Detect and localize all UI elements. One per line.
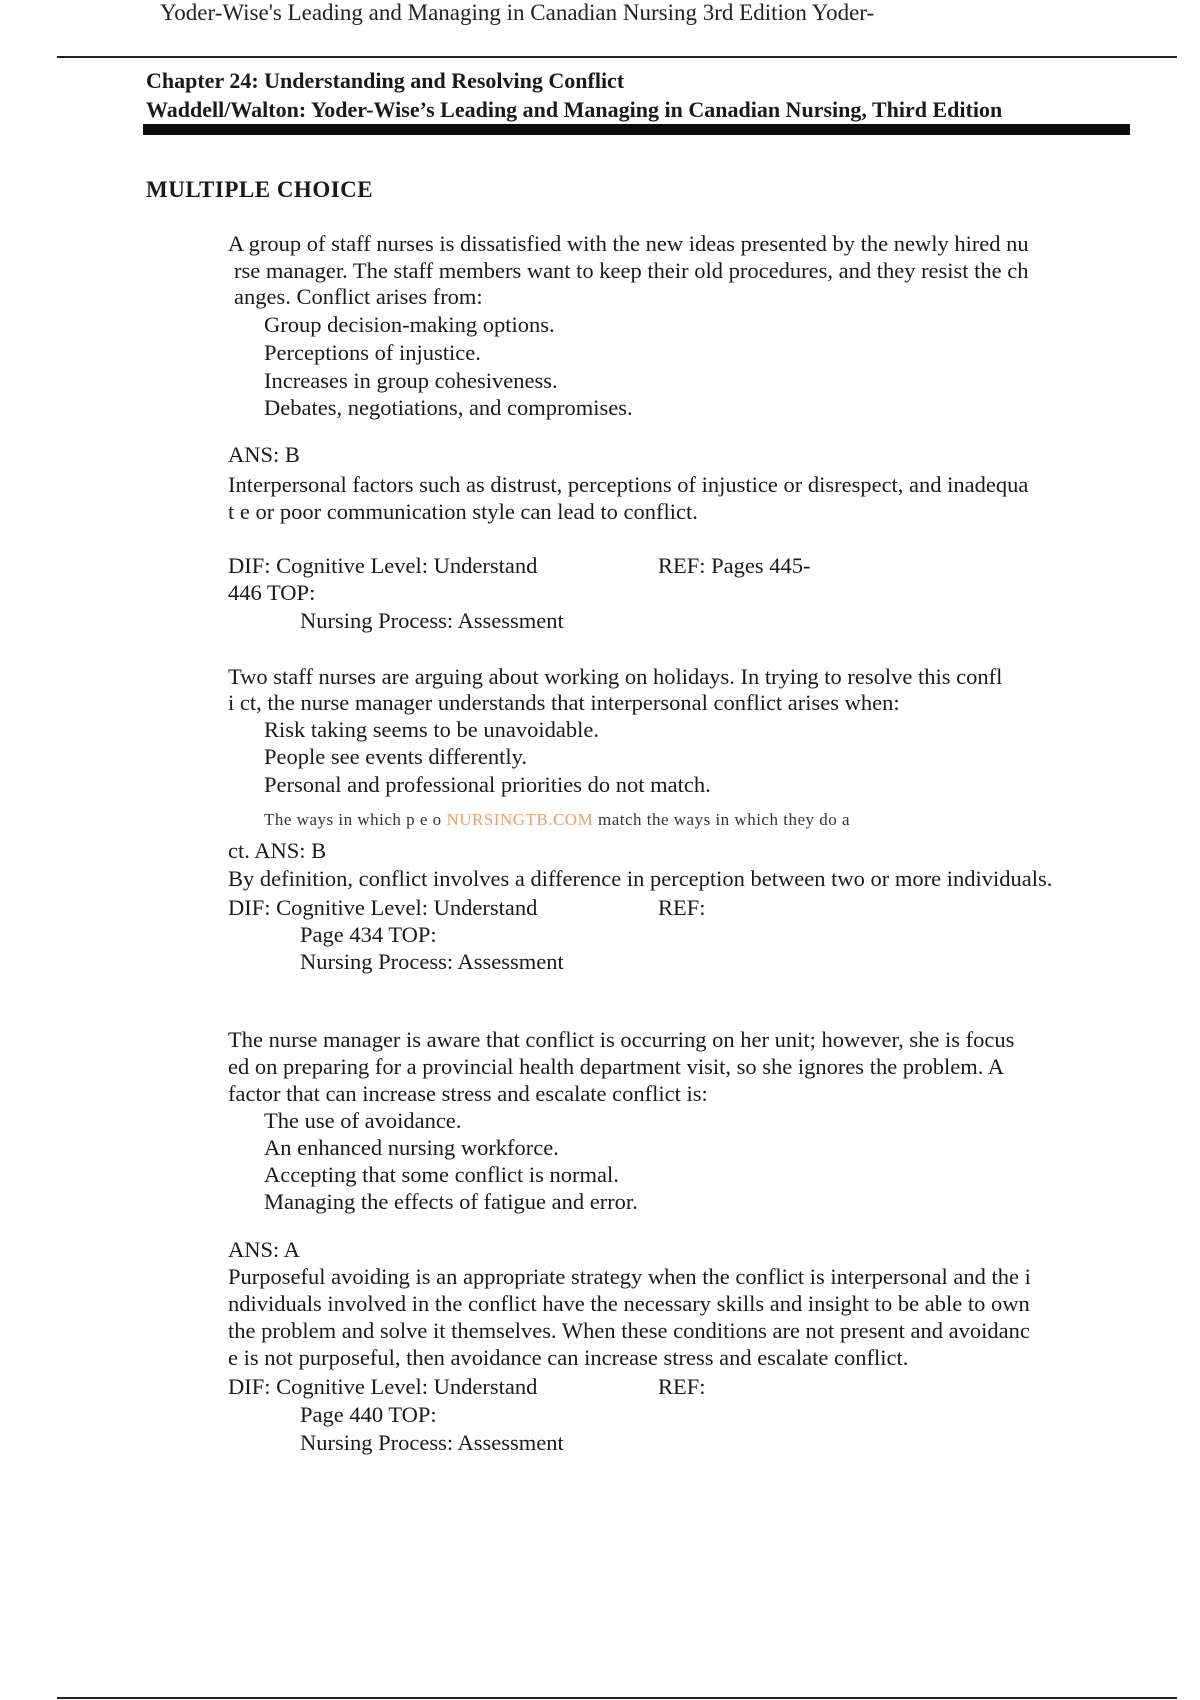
q2-rationale: By definition, conflict involves a difference in perception between two or more individuals.	[228, 866, 1053, 891]
header-bar	[143, 124, 1130, 135]
q3-reference: REF:	[658, 1374, 706, 1399]
q3-rationale-line: e is not purposeful, then avoidance can increase stress and escalate conflict.	[228, 1345, 909, 1370]
q2-difficulty: DIF: Cognitive Level: Understand	[228, 895, 538, 920]
q3-topic: Nursing Process: Assessment	[300, 1430, 564, 1455]
q1-rationale-line: t e or poor communication style can lead to conflict.	[228, 499, 698, 524]
q2-option-c: Personal and professional priorities do not match.	[264, 772, 711, 797]
q2-option-d-start: The ways in which p e o	[264, 810, 447, 829]
section-title: MULTIPLE CHOICE	[146, 177, 374, 202]
q1-option-d: Debates, negotiations, and compromises.	[264, 395, 633, 420]
q1-option-c: Increases in group cohesiveness.	[264, 368, 558, 393]
q1-difficulty: DIF: Cognitive Level: Understand	[228, 553, 538, 578]
q1-option-a: Group decision-making options.	[264, 312, 555, 337]
q1-answer: ANS: B	[228, 442, 300, 467]
q3-answer: ANS: A	[228, 1237, 300, 1262]
q1-option-b: Perceptions of injustice.	[264, 340, 481, 365]
q1-stem-line: A group of staff nurses is dissatisfied with the new ideas presented by the newly hired nu	[228, 231, 1029, 256]
q1-stem-line: anges. Conflict arises from:	[234, 284, 483, 309]
q1-reference: REF: Pages 445-	[658, 553, 811, 578]
q3-rationale-line: ndividuals involved in the conflict have the necessary skills and insight to be able to own	[228, 1291, 1030, 1316]
q2-stem-line: Two staff nurses are arguing about working on holidays. In trying to resolve this confl	[228, 664, 1003, 689]
q2-option-a: Risk taking seems to be unavoidable.	[264, 717, 599, 742]
q3-stem-line: The nurse manager is aware that conflict is occurring on her unit; however, she is focus	[228, 1027, 1015, 1052]
q3-rationale-line: Purposeful avoiding is an appropriate strategy when the conflict is interpersonal and the i	[228, 1264, 1031, 1289]
q3-option-b: An enhanced nursing workforce.	[264, 1135, 559, 1160]
bottom-rule	[57, 1697, 1177, 1699]
top-rule	[57, 56, 1177, 58]
q3-option-c: Accepting that some conflict is normal.	[264, 1162, 619, 1187]
q3-difficulty: DIF: Cognitive Level: Understand	[228, 1374, 538, 1399]
q2-option-b: People see events differently.	[264, 744, 528, 769]
chapter-title: Chapter 24: Understanding and Resolving Conflict	[146, 68, 625, 93]
q1-reference-cont: 446 TOP:	[228, 580, 316, 605]
q3-stem-line: ed on preparing for a provincial health department visit, so she ignores the problem. A	[228, 1054, 1005, 1079]
q3-option-a: The use of avoidance.	[264, 1108, 462, 1133]
q3-rationale-line: the problem and solve it themselves. When these conditions are not present and avoidanc	[228, 1318, 1030, 1343]
q2-topic: Nursing Process: Assessment	[300, 949, 564, 974]
watermark-text: NURSINGTB.COM	[446, 810, 594, 829]
q1-topic: Nursing Process: Assessment	[300, 608, 564, 633]
q2-answer: ct. ANS: B	[228, 838, 327, 863]
q3-page: Page 440 TOP:	[300, 1402, 437, 1427]
q2-stem-line: i ct, the nurse manager understands that interpersonal conflict arises when:	[228, 690, 900, 715]
q1-rationale-line: Interpersonal factors such as distrust, perceptions of injustice or disrespect, and inadequa	[228, 472, 1029, 497]
q1-stem-line: rse manager. The staff members want to keep their old procedures, and they resist the ch	[234, 258, 1029, 283]
q2-option-d-end: match the ways in which they do a	[597, 810, 851, 829]
q2-page: Page 434 TOP:	[300, 922, 437, 947]
q2-reference: REF:	[658, 895, 706, 920]
document-title: Yoder-Wise's Leading and Managing in Canadian Nursing 3rd Edition Yoder-	[160, 0, 875, 25]
q3-stem-line: factor that can increase stress and escalate conflict is:	[228, 1081, 708, 1106]
q2-option-d	[264, 810, 850, 830]
book-subheading: Waddell/Walton: Yoder-Wise’s Leading and Managing in Canadian Nursing, Third Edition	[146, 97, 1003, 122]
q3-option-d: Managing the effects of fatigue and error.	[264, 1189, 638, 1214]
